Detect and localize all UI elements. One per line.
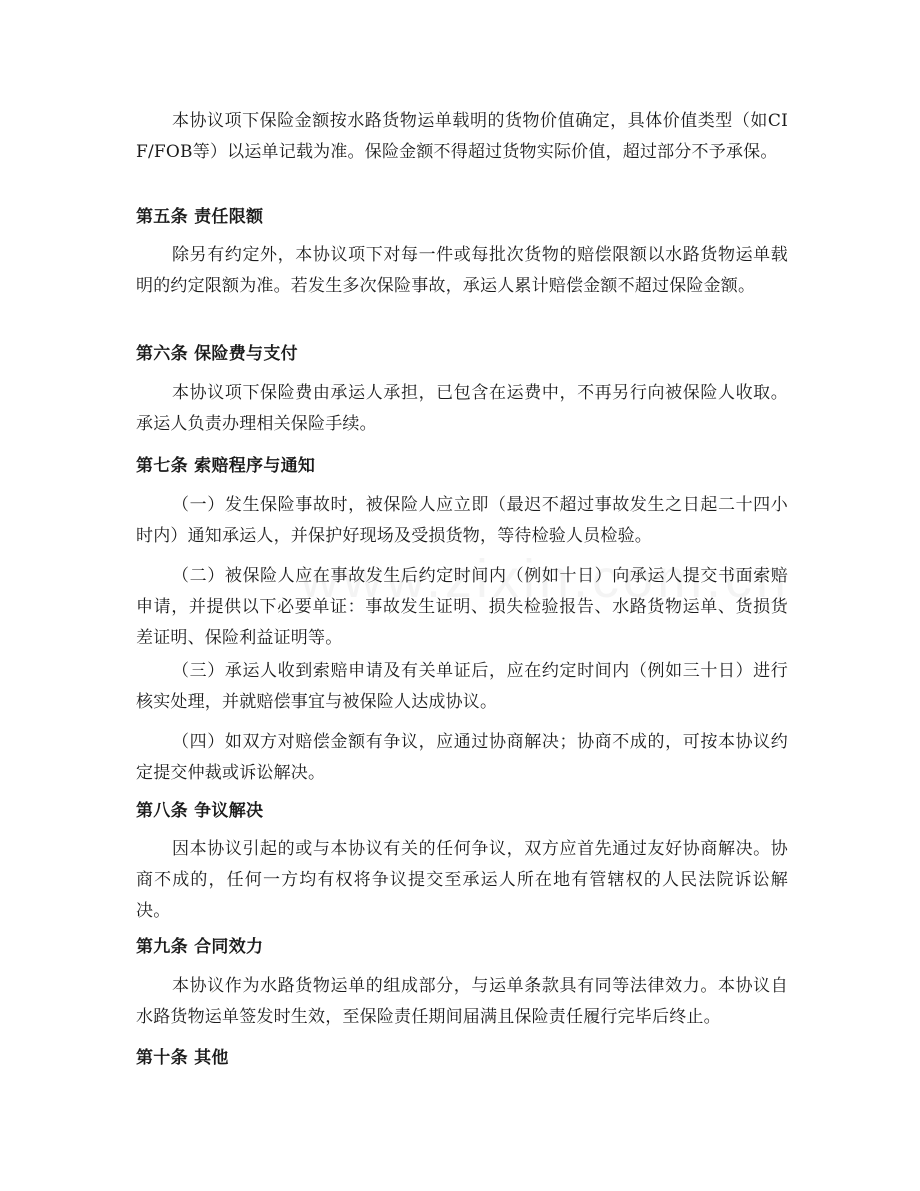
section-heading: 第八条 争议解决 <box>136 801 264 821</box>
section-heading: 第六条 保险费与支付 <box>136 344 298 364</box>
article-5-heading <box>136 205 788 229</box>
section-heading: 第五条 责任限额 <box>136 207 264 227</box>
paragraph-text: （一）发生保险事故时，被保险人应立即（最迟不超过事故发生之日起二十四小时内）通知承运人，并保护好现场及受损货物，等待检验人员检验。 <box>136 495 788 546</box>
paragraph-claim-item-3 <box>136 656 788 718</box>
paragraph-liability-limit <box>136 240 788 302</box>
paragraph-text: 本协议项下保险费由承运人承担，已包含在运费中，不再另行向被保险人收取。承运人负责办理相关保险手续。 <box>136 383 788 434</box>
article-10-heading <box>136 1046 788 1070</box>
section-heading: 第九条 合同效力 <box>136 937 264 957</box>
paragraph-text: （四）如双方对赔偿金额有争议，应通过协商解决；协商不成的，可按本协议约定提交仲裁或诉讼解决。 <box>136 732 788 783</box>
paragraph-text: 本协议项下保险金额按水路货物运单载明的货物价值确定，具体价值类型（如CIF/FOB等）以运单记载为准。保险金额不得超过货物实际价值，超过部分不予承保。 <box>136 111 788 162</box>
paragraph-insured-amount <box>136 106 788 168</box>
paragraph-claim-item-4 <box>136 727 788 789</box>
paragraph-dispute-resolution <box>136 834 788 927</box>
section-heading: 第十条 其他 <box>136 1048 229 1068</box>
paragraph-contract-effect <box>136 971 788 1033</box>
section-heading: 第七条 索赔程序与通知 <box>136 456 316 476</box>
paragraph-text: （三）承运人收到索赔申请及有关单证后，应在约定时间内（例如三十日）进行核实处理，并就赔偿事宜与被保险人达成协议。 <box>136 661 788 712</box>
article-7-heading <box>136 454 788 478</box>
article-9-heading <box>136 935 788 959</box>
paragraph-text: （二）被保险人应在事故发生后约定时间内（例如十日）向承运人提交书面索赔申请，并提供以下必要单证：事故发生证明、损失检验报告、水路货物运单、货损货差证明、保险利益证明等。 <box>136 566 788 648</box>
paragraph-text: 除另有约定外，本协议项下对每一件或每批次货物的赔偿限额以水路货物运单载明的约定限额为准。若发生多次保险事故，承运人累计赔偿金额不超过保险金额。 <box>136 245 788 296</box>
article-8-heading <box>136 799 788 823</box>
paragraph-claim-item-2 <box>136 561 788 654</box>
article-6-heading <box>136 342 788 366</box>
paragraph-text: 本协议作为水路货物运单的组成部分，与运单条款具有同等法律效力。本协议自水路货物运单签发时生效，至保险责任期间届满且保险责任履行完毕后终止。 <box>136 976 788 1027</box>
paragraph-premium-payment <box>136 378 788 440</box>
paragraph-text: 因本协议引起的或与本协议有关的任何争议，双方应首先通过友好协商解决。协商不成的，任何一方均有权将争议提交至承运人所在地有管辖权的人民法院诉讼解决。 <box>136 839 788 921</box>
paragraph-claim-item-1 <box>136 490 788 552</box>
